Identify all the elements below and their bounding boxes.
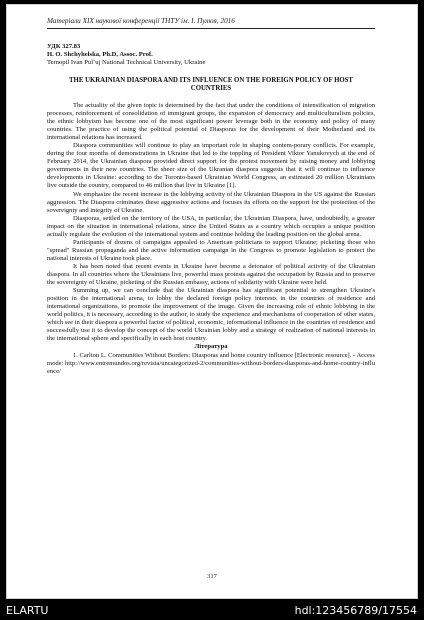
repository-footer xyxy=(0,600,424,620)
paragraph: It has been noted that recent events in Ukraine have become a detonator of political activity of the Ukrainian diaspora. In all countries where the Ukrainians live, powerful mass protests against the occupation by Russia and to preserve the sovereignty of Ukraine, picketing of the Russian embassy, actions of solidarity with Ukraine were held. xyxy=(47,262,375,287)
repository-name: ELARTU xyxy=(6,604,49,617)
handle-id: hdl:123456789/17554 xyxy=(294,604,417,617)
paragraph: The actuality of the given topic is determined by the fact that under the conditions of intensification of migration processes, reinforcement of consolidation of immigrant groups, the expansion of democracy and multiculturalism policies, the ethnic lobbyism has become one of the most significant power leverage both in the economy and policy of many countries. The practice of using the political potential of Diasporas for the development of their Motherland and its international relations has increased. xyxy=(47,102,375,142)
reference-item: 1. Carlton L. Communities Without Borders: Diasporas and home country influence [Electronic resource]. - Access mode: http://www.entremundos.org/revista/uncategorized-2/communities-without-borders-diasporas-and-home-country-influence/ xyxy=(47,351,375,375)
page-number: 317 xyxy=(207,573,217,580)
paragraph: Summing up, we can conclude that the Ukrainian diaspora has significant potential to strengthen Ukraine's position in the international arena, to lobby the declared foreign policy interests in the countries of residence and international organizations, to promote the improvement of the image. Given the increasing role of ethnic lobbying in the world politics, it is necessary, according to the author, to study the experience and mechanisms of cooperation of other states, which see in their diaspora a powerful factor of political, economic, informational influence in the countries of residence and successfully use it to develop the concept of the world Ukrainian lobby and a strategy of realization of national interests in the international sphere and specifically in each host country. xyxy=(47,287,375,343)
author-line: H. O. Shchyhelska, Ph.D, Assoc. Prof. xyxy=(47,51,153,59)
header-rule xyxy=(47,28,375,29)
article-body xyxy=(47,43,375,376)
paragraph: Diaspora communities will continue to play an important role in shaping contem-porary conflicts. For example, during the four months of demonstrations in Ukraine that led to the toppling of President Viktor Yanukovych at the end of February 2014, the Ukrainian diaspora provided direct support for the protest movement by raising money and lobbying governments in their new countries. The sheer size of the Ukranian diaspora suggests that it will continue to influence developments in Ukraine: according to the Toronto-based Ukrainian World Congress, an estimated 20 million Ukrainians live outside the country, compared to 46 million that live in Ukraine [1]. xyxy=(47,142,375,190)
references-heading: Література xyxy=(194,343,228,351)
journal-header: Матеріали ХІХ наукової конференції ТНТУ ім. І. Пулюя, 2016 xyxy=(47,17,235,25)
paragraphs xyxy=(47,102,375,343)
paragraph: Diasporas, settled on the territory of the USA, in particular, the Ukrainian Diaspora, have, undoubtedly, a greater impact on the situation in international relations, since the United States as a country which occupies a unique position actually regulate the evolution of the international system and continue holding the leading position on the global arena. xyxy=(47,214,375,238)
paragraph: We emphasize the recent increase in the lobbying activity of the Ukrainian Diaspora in the US against the Russian aggression. The Diaspora criminates these aggressive actions and focuses its efforts on the support for the protection of the sovereignty and integrity of Ukraine. xyxy=(47,190,375,214)
article-title: THE UKRAINIAN DIASPORA AND ITS INFLUENCE ON THE FOREIGN POLICY OF HOST COUNTRIES xyxy=(69,76,353,92)
paragraph: Participants of dozens of campaigns appealed to American politicians to support Ukraine; picketing those who "spread" Russian propaganda and the active information campaign in the Congress to promote legislation to protect the national interests of Ukraine took place. xyxy=(47,238,375,262)
affiliation-line: Ternopil Ivan Pul’uj National Technical University, Ukraine xyxy=(47,59,206,67)
document-page xyxy=(6,4,418,599)
udc-code: УДК 327.83 xyxy=(47,43,81,50)
